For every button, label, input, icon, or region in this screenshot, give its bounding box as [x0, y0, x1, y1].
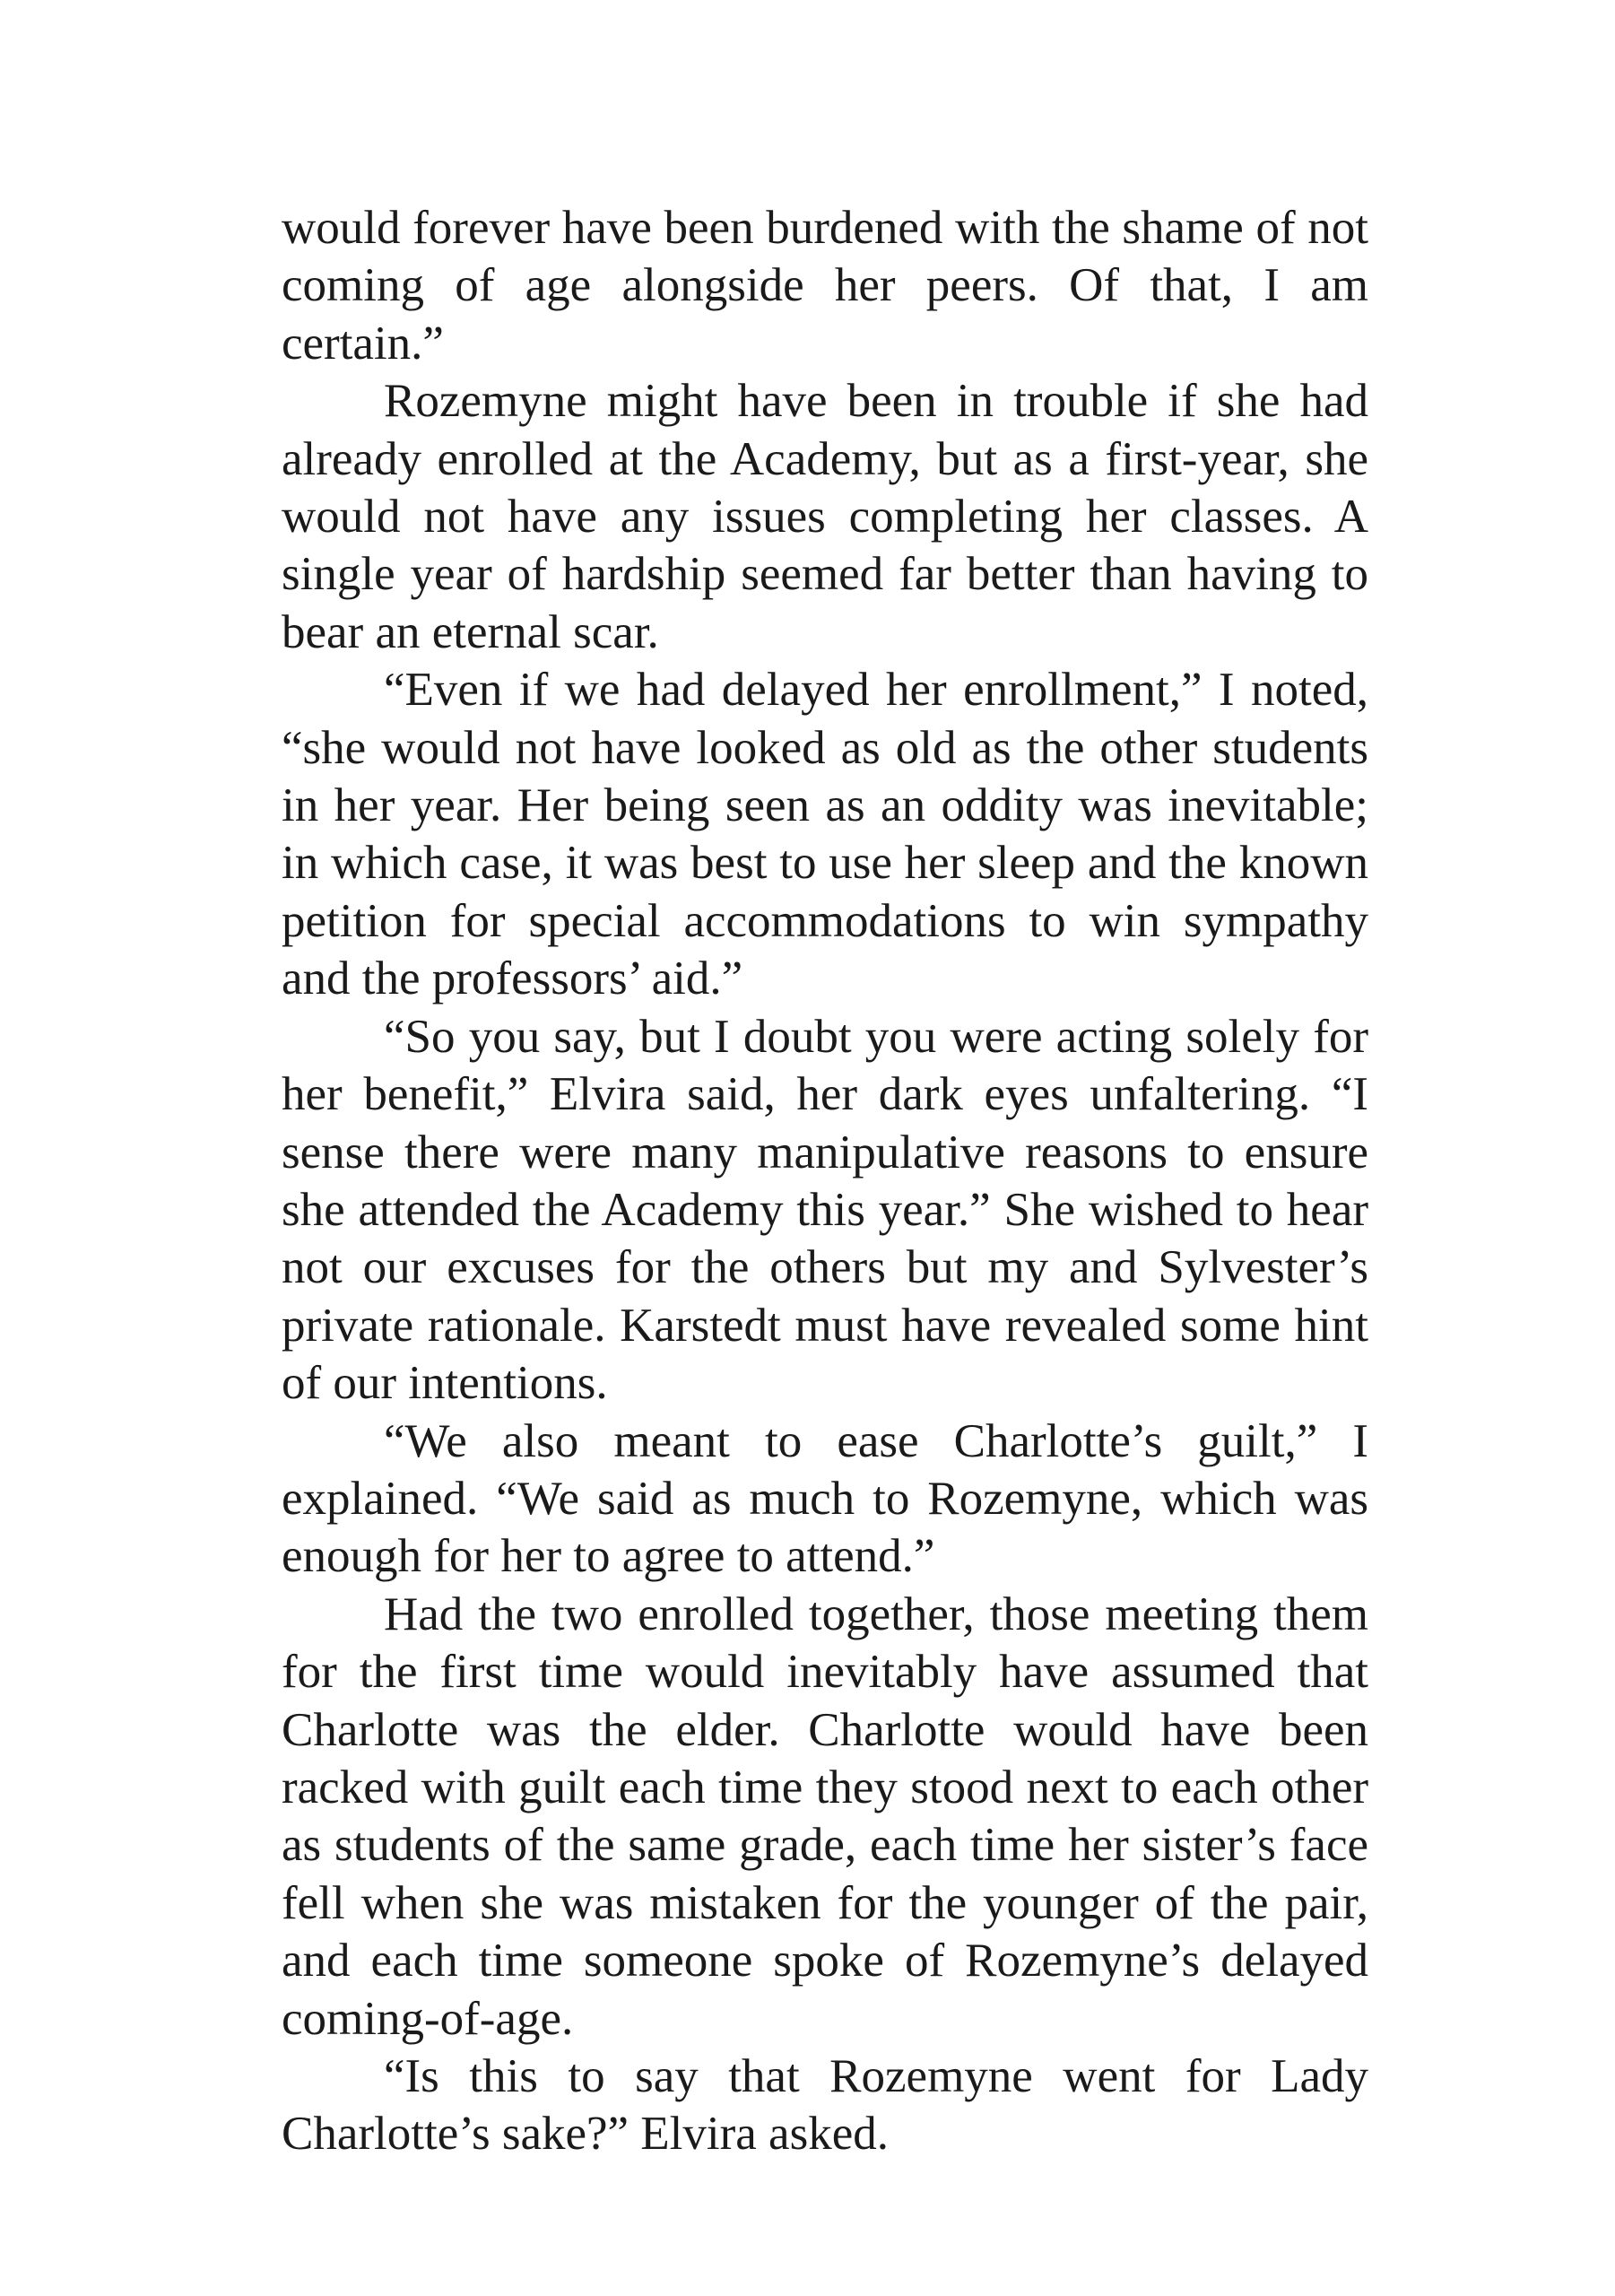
paragraph: “We also meant to ease Charlotte’s guilt,” I explained. “We said as much to Rozemyne, which was enough for her to agree to attend.” [282, 1414, 1368, 1583]
paragraph: “So you say, but I doubt you were acting solely for her benefit,” Elvira said, her dark eyes unfaltering. “I sense there were many manipulative reasons to ensure she attended the Academy this year.” She wished to hear not our excuses for the others but my and Sylvester’s private rationale. Karstedt must have revealed some hint of our intentions. [282, 1010, 1368, 1410]
body-text [282, 199, 1368, 2163]
paragraph-continuation: would forever have been burdened with the shame of not coming of age alongside her peers. Of that, I am certain.” [282, 202, 1368, 370]
paragraph: Had the two enrolled together, those meeting them for the first time would inevitably have assumed that Charlotte was the elder. Charlotte would have been racked with guilt each time they stood next to each other as students of the same grade, each time her sister’s face fell when she was mistaken for the younger of the pair, and each time someone spoke of Rozemyne’s delayed coming-of-age. [282, 1587, 1368, 2045]
paragraph: “Even if we had delayed her enrollment,” I noted, “she would not have looked as old as the other students in her year. Her being seen as an oddity was inevitable; in which case, it was best to use her sleep and the known petition for special accommodations to win sympathy and the professors’ aid.” [282, 664, 1368, 1005]
paragraph: “Is this to say that Rozemyne went for Lady Charlotte’s sake?” Elvira asked. [282, 2050, 1368, 2161]
paragraph: Rozemyne might have been in trouble if she had already enrolled at the Academy, but as a first-year, she would not have any issues completing her classes. A single year of hardship seemed far better than having to bear an eternal scar. [282, 375, 1368, 658]
